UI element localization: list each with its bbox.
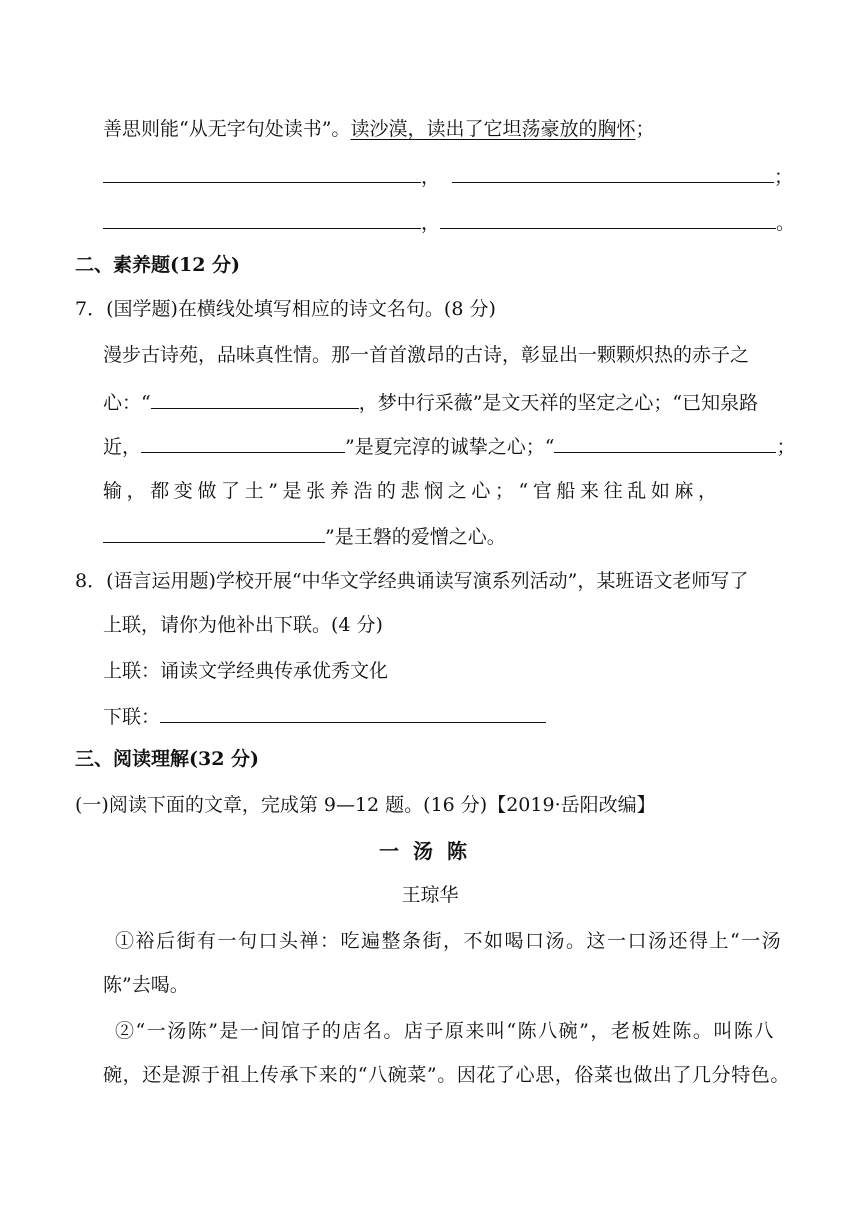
passage-paragraph-2-line-2: 碗，还是源于祖上传承下来的“八碗菜”。因花了心思，俗菜也做出了几分特色。: [103, 1064, 791, 1086]
passage-paragraph-1-line-1: ①裕后街有一句口头禅：吃遍整条街，不如喝口汤。这一口汤还得上“一汤: [115, 930, 783, 952]
q6-blank-2[interactable]: [452, 162, 774, 183]
passage-paragraph-2-line-1: ②“一汤陈”是一间馆子的店名。店子原来叫“陈八碗”，老板姓陈。叫陈八: [115, 1020, 775, 1042]
q6-lead-text: 善思则能“从无字句处读书”。: [103, 118, 351, 140]
q7-line-2-start: 心：“: [103, 392, 151, 414]
q7-line-2: [103, 388, 758, 416]
q7-line-3-end: ；: [776, 436, 796, 458]
passage-paragraph-1-line-2: 陈”去喝。: [103, 974, 189, 996]
q6-blank-4[interactable]: [440, 208, 776, 229]
q8-lower-couplet: [103, 702, 546, 730]
q8-answer-blank[interactable]: [160, 702, 546, 723]
q6-sep-2: ，: [421, 212, 441, 234]
q6-answer-row-3: [103, 208, 795, 236]
q6-text-line: [103, 116, 654, 142]
q6-semicolon: ；: [635, 118, 655, 140]
q7-line-3: [103, 432, 795, 460]
q8-lower-label: 下联：: [103, 706, 161, 728]
q7-blank-2[interactable]: [141, 432, 345, 453]
q8-title-line-2: 上联，请你为他补出下联。(4 分): [103, 614, 383, 636]
q7-title: 7．(国学题)在横线处填写相应的诗文名句。(8 分): [75, 298, 496, 320]
q7-line-3-start: 近，: [103, 436, 142, 458]
q7-blank-1[interactable]: [151, 388, 359, 409]
q6-blank-1[interactable]: [103, 162, 421, 183]
q7-blank-4[interactable]: [103, 522, 325, 543]
passage-title: 一汤陈: [379, 839, 481, 863]
q6-sep-1: ，: [421, 166, 441, 188]
q8-upper-couplet: 上联：诵读文学经典传承优秀文化: [103, 660, 389, 682]
q8-title-line-1: 8．(语言运用题)学校开展“中华文学经典诵读写演系列活动”，某班语文老师写了: [75, 570, 749, 592]
q7-line-5-end: ”是王磐的爱憎之心。: [325, 526, 506, 548]
q6-end-2: 。: [776, 212, 796, 234]
q6-end-1: ；: [774, 166, 794, 188]
q6-answer-row-2: [103, 162, 793, 190]
q7-line-5: [103, 522, 506, 550]
q7-line-4: 输，都变做了土”是张养浩的悲悯之心；“官船来往乱如麻，: [103, 480, 722, 502]
q7-line-1: 漫步古诗苑，品味真性情。那一首首激昂的古诗，彰显出一颗颗炽热的赤子之: [103, 344, 750, 366]
q7-line-3-mid: ”是夏完淳的诚挚之心；“: [345, 436, 555, 458]
section-2-heading: 二、素养题(12 分): [75, 254, 241, 276]
passage-intro: (一)阅读下面的文章，完成第 9—12 题。(16 分)【2019·岳阳改编】: [75, 794, 656, 816]
q6-underlined-example: 读沙漠，读出了它坦荡豪放的胸怀: [350, 118, 636, 140]
q6-blank-3[interactable]: [103, 208, 421, 229]
q7-blank-3[interactable]: [554, 432, 776, 453]
section-3-heading: 三、阅读理解(32 分): [75, 748, 260, 770]
passage-author: 王琼华: [401, 884, 459, 906]
q7-line-2-end: ，梦中行采薇”是文天祥的坚定之心；“已知泉路: [358, 392, 759, 414]
